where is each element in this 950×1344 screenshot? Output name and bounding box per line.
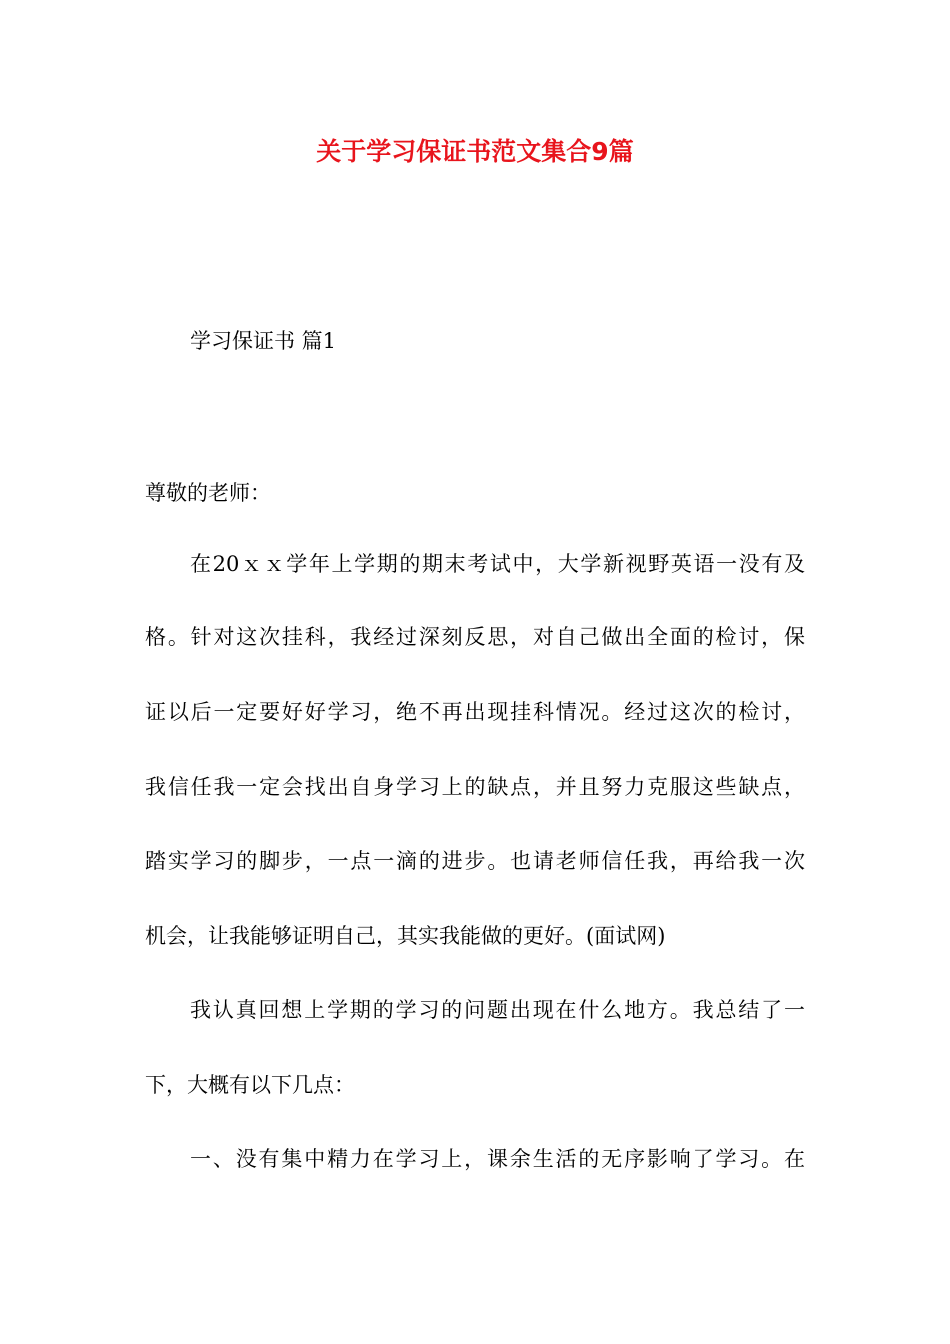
paragraph-1-line-6: 机会，让我能够证明自己，其实我能做的更好。(面试网) <box>145 924 666 948</box>
document-title: 关于学习保证书范文集合9篇 <box>316 137 634 166</box>
paragraph-2-line-2: 下，大概有以下几点： <box>145 1073 355 1097</box>
paragraph-2-line-1: 我认真回想上学期的学习的问题出现在什么地方。我总结了一 <box>190 998 805 1022</box>
paragraph-1-line-2: 格。针对这次挂科，我经过深刻反思，对自己做出全面的检讨，保 <box>145 625 805 649</box>
paragraph-1-line-4: 我信任我一定会找出自身学习上的缺点，并且努力克服这些缺点， <box>145 775 805 799</box>
paragraph-1-line-1: 在20ｘｘ学年上学期的期末考试中，大学新视野英语一没有及 <box>190 552 805 576</box>
paragraph-1-line-5: 踏实学习的脚步，一点一滴的进步。也请老师信任我，再给我一次 <box>145 849 805 873</box>
salutation: 尊敬的老师： <box>145 481 271 505</box>
paragraph-1-line-3: 证以后一定要好好学习，绝不再出现挂科情况。经过这次的检讨， <box>145 700 805 724</box>
paragraph-3-line-1: 一、没有集中精力在学习上，课余生活的无序影响了学习。在 <box>190 1147 805 1171</box>
section-heading: 学习保证书 篇1 <box>190 329 337 353</box>
